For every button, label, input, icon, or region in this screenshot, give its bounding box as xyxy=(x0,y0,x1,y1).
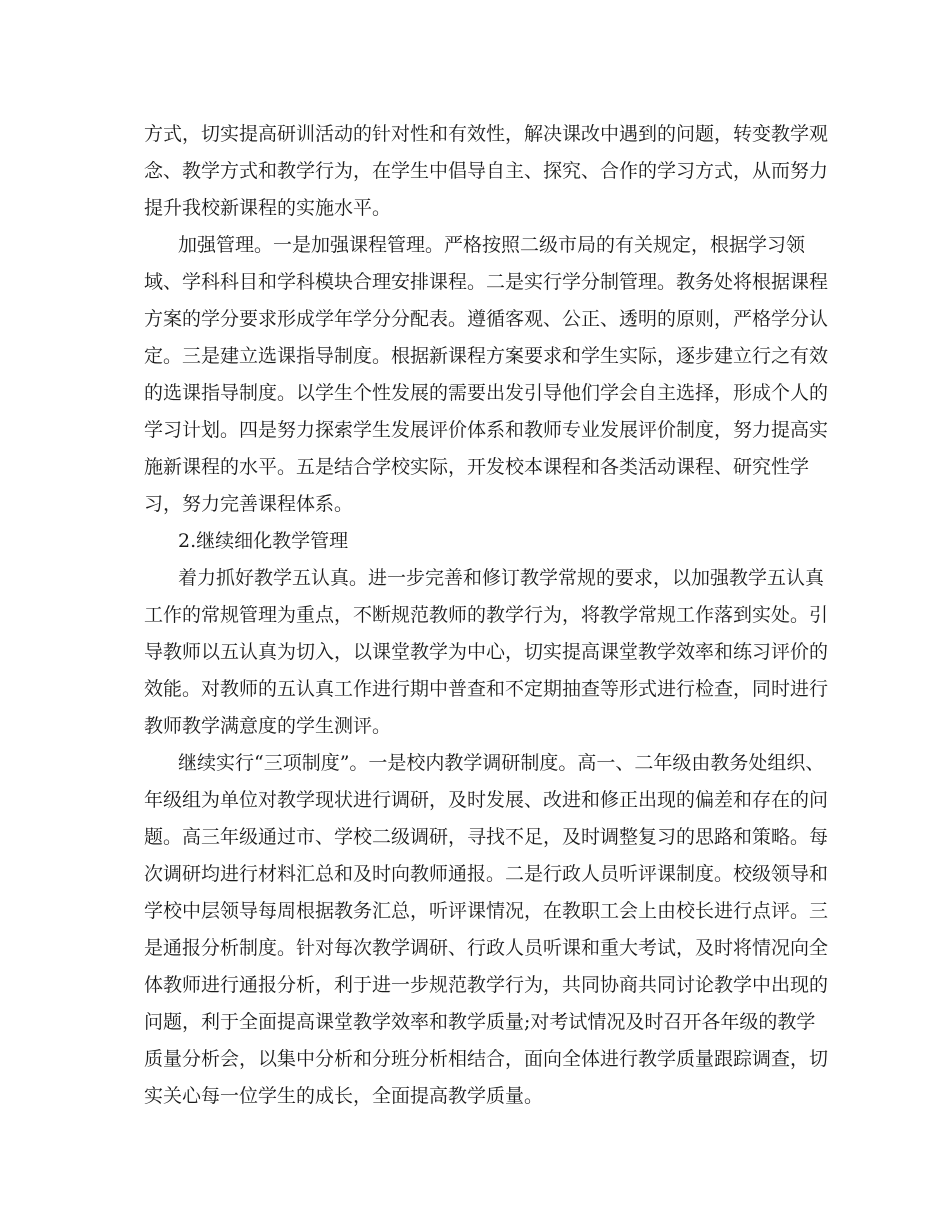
text-line: 年级组为单位对教学现状进行调研，及时发展、改进和修正出现的偏差和存在的问 xyxy=(144,789,829,811)
paragraph xyxy=(144,227,829,523)
text-line: 次调研均进行材料汇总和及时向教师通报。二是行政人员听评课制度。校级领导和 xyxy=(144,863,829,885)
text-line: 方案的学分要求形成学年学分分配表。遵循客观、公正、透明的原则，严格学分认 xyxy=(144,308,829,330)
paragraph xyxy=(144,523,810,560)
text-line: 2.继续细化教学管理 xyxy=(178,530,349,552)
paragraph xyxy=(144,745,829,1115)
text-line: 问题，利于全面提高课堂教学效率和教学质量;对考试情况及时召开各年级的教学 xyxy=(144,1011,816,1033)
text-line: 学习计划。四是努力探索学生发展评价体系和教师专业发展评价制度，努力提高实 xyxy=(144,419,829,441)
text-line: 是通报分析制度。针对每次教学调研、行政人员听课和重大考试，及时将情况向全 xyxy=(144,937,829,959)
text-line: 加强管理。一是加强课程管理。严格按照二级市局的有关规定，根据学习领 xyxy=(178,234,806,256)
text-line: 教师教学满意度的学生测评。 xyxy=(144,715,392,737)
text-line: 施新课程的水平。五是结合学校实际，开发校本课程和各类活动课程、研究性学 xyxy=(144,456,810,478)
paragraph xyxy=(144,116,829,227)
text-line: 域、学科科目和学科模块合理安排课程。二是实行学分制管理。教务处将根据课程 xyxy=(144,271,829,293)
text-line: 定。三是建立选课指导制度。根据新课程方案要求和学生实际，逐步建立行之有效 xyxy=(144,345,829,367)
text-line: 导教师以五认真为切入，以课堂教学为中心，切实提高课堂教学效率和练习评价的 xyxy=(144,641,829,663)
text-line: 效能。对教师的五认真工作进行期中普查和不定期抽查等形式进行检查，同时进行 xyxy=(144,678,829,700)
text-line: 念、教学方式和教学行为，在学生中倡导自主、探究、合作的学习方式，从而努力 xyxy=(144,160,829,182)
text-line: 习，努力完善课程体系。 xyxy=(144,493,354,515)
text-line: 质量分析会，以集中分析和分班分析相结合，面向全体进行教学质量跟踪调查，切 xyxy=(144,1048,829,1070)
text-line: 学校中层领导每周根据教务汇总，听评课情况，在教职工会上由校长进行点评。三 xyxy=(144,900,829,922)
text-line: 方式，切实提高研训活动的针对性和有效性，解决课改中遇到的问题，转变教学观 xyxy=(144,123,829,145)
text-line: 的选课指导制度。以学生个性发展的需要出发引导他们学会自主选择，形成个人的 xyxy=(144,382,829,404)
document-body xyxy=(144,116,829,1115)
text-line: 实关心每一位学生的成长，全面提高教学质量。 xyxy=(144,1085,544,1107)
text-line: 题。高三年级通过市、学校二级调研，寻找不足，及时调整复习的思路和策略。每 xyxy=(144,826,829,848)
paragraph xyxy=(144,560,829,745)
text-line: 提升我校新课程的实施水平。 xyxy=(144,197,392,219)
text-line: 工作的常规管理为重点，不断规范教师的教学行为，将教学常规工作落到实处。引 xyxy=(144,604,829,626)
text-line: 继续实行“三项制度”。一是校内教学调研制度。高一、二年级由教务处组织、 xyxy=(178,752,825,774)
text-line: 着力抓好教学五认真。进一步完善和修订教学常规的要求，以加强教学五认真 xyxy=(178,567,825,589)
text-line: 体教师进行通报分析，利于进一步规范教学行为，共同协商共同讨论教学中出现的 xyxy=(144,974,829,996)
